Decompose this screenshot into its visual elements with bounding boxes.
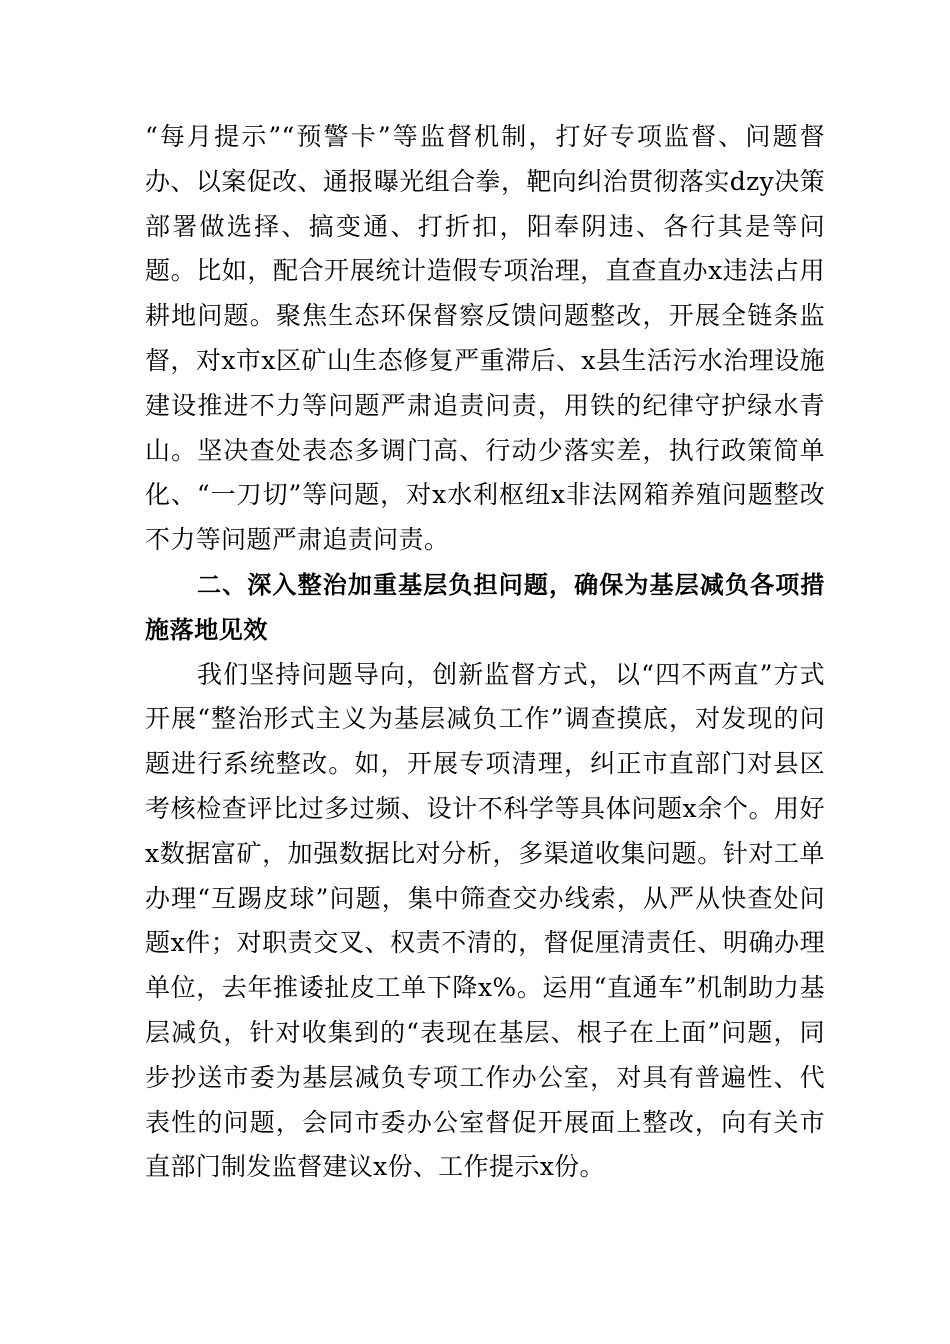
body-paragraph: 我们坚持问题导向，创新监督方式，以“四不两直”方式开展“整治形式主义为基层减负工作”调查摸底，对发现的问题进行系统整改。如，开展专项清理，纠正市直部门对县区考核检查评比过多过频、设计不科学等具体问题x余个。用好x数据富矿，加强数据比对分析，多渠道收集问题。针对工单办理“互踢皮球”问题，集中筛查交办线索，从严从快查处问题x件；对职责交叉、权责不清的，督促厘清责任、明确办理单位，去年推诿扯皮工单下降x%。运用“直通车”机制助力基层减负，针对收集到的“表现在基层、根子在上面”问题，同步抄送市委为基层减负专项工作办公室，对具有普遍性、代表性的问题，会同市委办公室督促开展面上整改，向有关市直部门制发监督建议x份、工作提示x份。 [145, 659, 825, 1182]
section-heading-2: 二、深入整治加重基层负担问题，确保为基层减负各项措施落地见效 [145, 570, 825, 644]
body-paragraph-continuation: “每月提示”“预警卡”等监督机制，打好专项监督、问题督办、以案促改、通报曝光组合拳，靶向纠治贯彻落实dzy决策部署做选择、搞变通、打折扣，阳奉阴违、各行其是等问题。比如，配合开展统计造假专项治理，直查直办x违法占用耕地问题。聚焦生态环保督察反馈问题整改，开展全链条监督，对x市x区矿山生态修复严重滞后、x县生活污水治理设施建设推进不力等问题严肃追责问责，用铁的纪律守护绿水青山。坚决查处表态多调门高、行动少落实差，执行政策简单化、“一刀切”等问题，对x水利枢纽x非法网箱养殖问题整改不力等问题严肃追责问责。 [145, 122, 825, 555]
document-page [145, 115, 825, 1190]
